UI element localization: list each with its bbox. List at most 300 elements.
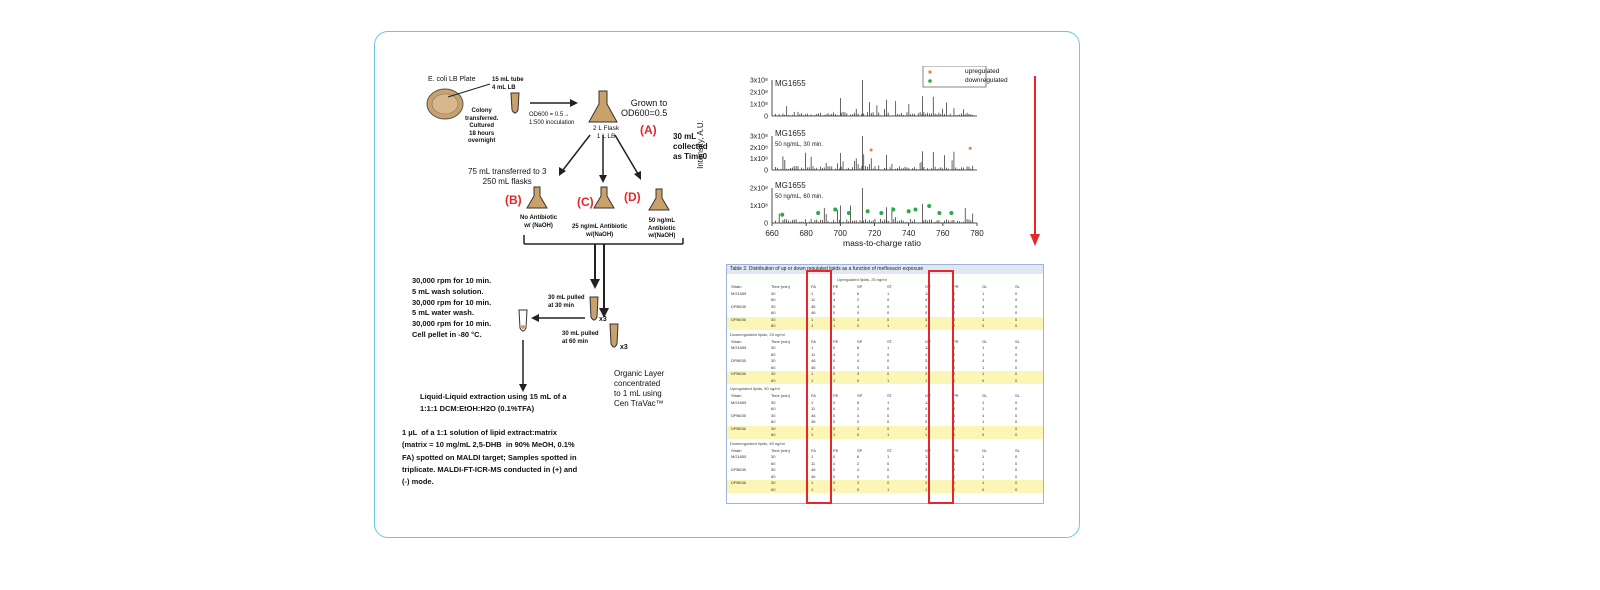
table-cell: 0 <box>833 364 836 370</box>
table-section-header: Downregulated lipids, 25 ng/ml <box>730 331 785 337</box>
table-cell: 1 <box>833 323 836 328</box>
table-cell: 3 <box>925 412 928 418</box>
table-cell: 1 <box>982 345 985 350</box>
table-cell: 0 <box>1015 310 1018 315</box>
tube-label: 15 mL tube 4 mL LB <box>492 77 524 91</box>
tube-60min-icon <box>610 324 618 347</box>
table-cell: 60 <box>771 310 776 315</box>
table-cell: 2 <box>857 460 860 466</box>
table-cell: 0 <box>953 316 956 322</box>
table-cell: 0 <box>953 377 956 383</box>
table-cell: 1 <box>811 290 814 296</box>
table-cell: DPB635 <box>731 467 746 472</box>
table-cell: 46 <box>811 310 816 315</box>
table-cell: 0 <box>982 323 985 328</box>
table-cell: 0 <box>1015 316 1018 322</box>
grown-text: Grown to OD600=0.5 <box>621 98 668 118</box>
table-cell: 0 <box>1015 425 1018 431</box>
table-cell: 0 <box>953 358 956 363</box>
table-cell: 1 <box>887 486 890 492</box>
downregulated-marker <box>949 211 953 215</box>
downregulated-marker <box>907 209 911 213</box>
table-cell: 0 <box>887 303 890 309</box>
flask-d-icon <box>649 189 669 210</box>
x3-label-a: x3 <box>599 316 607 323</box>
table-cell: 0 <box>1015 290 1018 296</box>
table-cell: 0 <box>887 358 890 363</box>
table-cell: 0 <box>857 323 860 328</box>
table-cell: 2 <box>857 351 860 357</box>
table-cell: 0 <box>1015 345 1018 350</box>
column-header: GL <box>982 284 988 289</box>
table-cell: 0 <box>1015 454 1018 459</box>
column-header: SP <box>857 284 863 289</box>
table-cell: 4 <box>982 412 985 418</box>
table-cell: 46 <box>811 419 816 424</box>
table-cell: 60 <box>771 460 776 466</box>
table-cell: 1 <box>982 425 985 431</box>
table-cell: 3 <box>925 303 928 309</box>
column-header: PE <box>833 284 839 289</box>
downregulated-marker <box>833 208 837 212</box>
table-cell: DPB636 <box>731 425 746 431</box>
table-cell: 0 <box>953 460 956 466</box>
table-cell: 1 <box>833 432 836 437</box>
table-cell: 1 <box>811 323 814 328</box>
panel-name: MG1655 <box>775 181 806 190</box>
column-header: PR <box>953 284 959 289</box>
pull-60-text: 30 mL pulled at 60 min <box>562 331 599 345</box>
table-cell: 0 <box>953 364 956 370</box>
table-cell: 1 <box>811 371 814 376</box>
table-cell: 1 <box>887 323 890 328</box>
table-cell: 0 <box>833 454 836 459</box>
x-tick-label: 780 <box>970 229 984 238</box>
table-cell: 3 <box>857 425 860 431</box>
table-cell: 0 <box>887 473 890 479</box>
table-cell: 1 <box>887 454 890 459</box>
time-arrow <box>1028 76 1042 248</box>
table-cell: 1 <box>982 399 985 405</box>
column-header: PR <box>953 447 959 453</box>
table-cell: 1 <box>982 473 985 479</box>
table-cell: 0 <box>953 290 956 296</box>
downregulated-marker <box>927 204 931 208</box>
table-cell: 11 <box>811 297 816 302</box>
table-cell: 6 <box>857 290 860 296</box>
table-cell: 0 <box>1015 473 1018 479</box>
panel-subtitle: 50 ng/mL, 30 min. <box>775 142 824 148</box>
table-cell: 60 <box>771 406 776 411</box>
table-cell: 60 <box>771 351 776 357</box>
downregulated-marker <box>847 211 851 215</box>
table-cell: 3 <box>925 425 928 431</box>
table-cell: 4 <box>833 297 836 302</box>
table-cell: 0 <box>1015 399 1018 405</box>
table-cell: 0 <box>887 412 890 418</box>
table-cell: 1 <box>982 290 985 296</box>
table-cell: DPB636 <box>731 480 746 485</box>
y-tick-label: 3x10⁸ <box>749 77 768 85</box>
table-cell: 1 <box>925 377 928 383</box>
table-cell: 0 <box>1015 371 1018 376</box>
extraction-text: Liquid-Liquid extraction using 15 mL of a 1:1:1 DCM:EtOH:H2O (0.1%TFA) <box>420 392 567 413</box>
column-header: GP <box>925 447 931 453</box>
table-cell: 0 <box>953 310 956 315</box>
table-cell: 0 <box>1015 406 1018 411</box>
table-cell: 0 <box>953 412 956 418</box>
column-header: SL <box>1015 447 1020 453</box>
table-cell: 0 <box>1015 460 1018 466</box>
table-cell: 11 <box>811 351 816 357</box>
table-cell: DPB635 <box>731 412 746 418</box>
table-cell: 0 <box>1015 364 1018 370</box>
table-cell: 1 <box>811 432 814 437</box>
table-cell: 0 <box>1015 358 1018 363</box>
table-cell: 0 <box>857 377 860 383</box>
table-cell: 46 <box>811 467 816 472</box>
table-cell: 11 <box>811 406 816 411</box>
table-cell: 0 <box>833 345 836 350</box>
table-cell: 60 <box>771 473 776 479</box>
table-cell: 0 <box>1015 303 1018 309</box>
table-cell: 1 <box>982 297 985 302</box>
table-cell: 4 <box>925 297 928 302</box>
table-cell: 0 <box>1015 377 1018 383</box>
table-cell: 0 <box>1015 480 1018 485</box>
x-tick-label: 660 <box>765 229 779 238</box>
table-cell: 1 <box>833 486 836 492</box>
table-cell: 0 <box>953 454 956 459</box>
table-cell: 4 <box>857 467 860 472</box>
table-cell: 0 <box>833 419 836 424</box>
table-cell: 0 <box>833 480 836 485</box>
table-cell: 0 <box>982 432 985 437</box>
table-cell: 0 <box>833 467 836 472</box>
table-cell: 30 <box>771 412 776 418</box>
table-row <box>727 432 1043 439</box>
no-antibiotic-text: No Antibiotic w/ (NaOH) <box>520 215 558 229</box>
plate-label: E. coli LB Plate <box>428 76 476 83</box>
panel-name: MG1655 <box>775 129 806 138</box>
downregulated-marker <box>780 213 784 217</box>
table-cell: 0 <box>953 486 956 492</box>
table-cell: 0 <box>887 351 890 357</box>
table-cell: 4 <box>925 406 928 411</box>
label-d: (D) <box>624 190 641 204</box>
table-cell: 0 <box>953 303 956 309</box>
table-cell: 4 <box>833 351 836 357</box>
column-header: PE <box>833 447 839 453</box>
table-cell: 4 <box>982 358 985 363</box>
table-cell: 1 <box>982 310 985 315</box>
table-cell: 0 <box>953 371 956 376</box>
table-cell: 0 <box>857 432 860 437</box>
table-cell: 0 <box>833 310 836 315</box>
table-cell: 0 <box>887 297 890 302</box>
column-header: Strain <box>731 447 742 453</box>
table-cell: 3 <box>925 480 928 485</box>
table-cell: 0 <box>953 419 956 424</box>
table-cell: 4 <box>982 467 985 472</box>
table-cell: 1 <box>887 345 890 350</box>
table-cell: 0 <box>887 310 890 315</box>
column-header: GP <box>925 393 931 398</box>
table-cell: 1 <box>811 316 814 322</box>
column-header: SP <box>857 447 863 453</box>
y-tick-label: 1x10⁸ <box>749 156 768 164</box>
table-cell: 0 <box>1015 419 1018 424</box>
table-cell: 1 <box>887 399 890 405</box>
flask-c-icon <box>594 187 614 208</box>
table-cell: 0 <box>953 425 956 431</box>
upregulated-marker <box>870 149 873 152</box>
table-cell: 1 <box>982 351 985 357</box>
table-cell: 0 <box>833 371 836 376</box>
fa-column-highlight <box>806 270 832 504</box>
downregulated-marker <box>891 208 895 212</box>
table-cell: 1 <box>982 406 985 411</box>
table-cell: 0 <box>887 467 890 472</box>
downregulated-marker <box>937 211 941 215</box>
table-cell: 0 <box>982 377 985 383</box>
table-cell: DPB635 <box>731 358 746 363</box>
gp-column-highlight <box>928 270 954 504</box>
table-cell: 12 <box>925 399 930 405</box>
table-cell: 0 <box>833 316 836 322</box>
table-cell: 30 <box>771 303 776 309</box>
table-cell: 30 <box>771 467 776 472</box>
table-cell: 12 <box>925 290 930 296</box>
table-cell: 0 <box>1015 297 1018 302</box>
panel-name: MG1655 <box>775 79 806 88</box>
table-cell: 1 <box>811 486 814 492</box>
table-cell: 0 <box>833 412 836 418</box>
column-header: PR <box>953 338 959 344</box>
flask-b-icon <box>527 187 547 208</box>
y-tick-label: 0 <box>764 167 768 175</box>
table-cell: 4 <box>925 460 928 466</box>
table-cell: 3 <box>857 371 860 376</box>
table-cell: 4 <box>833 460 836 466</box>
y-tick-label: 0 <box>764 220 768 228</box>
table-cell: 1 <box>982 364 985 370</box>
table-cell: 0 <box>1015 467 1018 472</box>
table-cell: 0 <box>953 432 956 437</box>
table-cell: 1 <box>982 419 985 424</box>
y-tick-label: 2x10⁸ <box>749 144 768 152</box>
table-cell: 0 <box>857 364 860 370</box>
table-cell: 30 <box>771 371 776 376</box>
table-cell: 12 <box>925 345 930 350</box>
x-tick-label: 720 <box>867 229 882 238</box>
table-cell: 0 <box>857 419 860 424</box>
table-cell: 0 <box>857 473 860 479</box>
y-tick-label: 0 <box>764 113 768 121</box>
table-cell: 0 <box>887 316 890 322</box>
table-cell: 1 <box>982 316 985 322</box>
table-cell: 30 <box>771 425 776 431</box>
table-cell: 1 <box>925 486 928 492</box>
column-header: SL <box>1015 284 1020 289</box>
spectra-xlabel: mass-to-charge ratio <box>843 238 921 248</box>
column-header: SL <box>1015 338 1020 344</box>
column-header: PR <box>953 393 959 398</box>
x-tick-label: 740 <box>901 229 916 238</box>
table-cell: 0 <box>953 297 956 302</box>
colony-text: Colony transferred. Cultured 18 hours overnight <box>465 108 499 144</box>
column-header: Strain <box>731 393 742 398</box>
table-cell: DPB636 <box>731 371 746 376</box>
table-cell: 0 <box>1015 323 1018 328</box>
pull-30-text: 30 mL pulled at 30 min <box>548 295 585 309</box>
table-cell: 0 <box>1015 432 1018 437</box>
table-cell: 0 <box>925 473 928 479</box>
tube-30min-icon <box>590 297 598 320</box>
mass-spectra <box>720 66 1040 262</box>
table-cell: 0 <box>833 399 836 405</box>
column-header: GL <box>982 447 988 453</box>
table-cell: 3 <box>857 480 860 485</box>
table-cell: 0 <box>887 406 890 411</box>
table-row <box>727 323 1043 330</box>
antibiotic-25-text: 25 ng/mL Antibiotic w/(NaOH) <box>572 224 628 238</box>
table-cell: 3 <box>925 316 928 322</box>
table-cell: 60 <box>771 364 776 370</box>
column-header: GL <box>982 338 988 344</box>
antibiotic-50-text: 50 ng/mL Antibiotic w/(NaOH) <box>648 218 676 239</box>
table-cell: 0 <box>953 351 956 357</box>
column-header: ST <box>887 393 893 398</box>
table-cell: 0 <box>1015 351 1018 357</box>
column-header: Time (min) <box>771 338 790 344</box>
upregulated-marker <box>969 147 972 150</box>
table-cell: 4 <box>857 303 860 309</box>
downregulated-marker <box>816 211 820 215</box>
y-tick-label: 2x10⁸ <box>749 89 768 97</box>
column-header: Time (min) <box>771 284 790 289</box>
column-header: GP <box>925 284 931 289</box>
table-row <box>727 378 1043 385</box>
table-cell: 46 <box>811 364 816 370</box>
table-cell: 60 <box>771 432 776 437</box>
table-cell: 60 <box>771 297 776 302</box>
table-cell: 0 <box>887 364 890 370</box>
table-cell: 0 <box>953 399 956 405</box>
table-cell: 3 <box>925 358 928 363</box>
table-cell: MG1655 <box>731 345 747 350</box>
table-cell: 3 <box>857 316 860 322</box>
table-cell: 2 <box>857 297 860 302</box>
organic-layer-text: Organic Layer concentrated to 1 mL using Cen TraVac™ <box>614 369 665 408</box>
table-cell: 0 <box>1015 486 1018 492</box>
maldi-text: 1 µL of a 1:1 solution of lipid extract:matrix (matrix = 10 mg/mL 2,5-DHB in 90% MeOH, 0.1% FA) spotted on MALDI target; Samples spotted in triplicate. MALDI-FT-ICR-MS conducted in (+) and (-) mode. <box>402 428 578 487</box>
table-cell: MG1655 <box>731 290 747 296</box>
table-cell: 0 <box>833 425 836 431</box>
table-cell: 1 <box>887 432 890 437</box>
x-tick-label: 760 <box>936 229 950 238</box>
table-cell: 2 <box>857 406 860 411</box>
table-cell: 1 <box>982 460 985 466</box>
legend-up-marker <box>928 70 931 73</box>
y-tick-label: 1x10⁸ <box>749 203 768 210</box>
table-cell: 0 <box>953 467 956 472</box>
table-section-header: Upregulated lipids, 25 ng/ml <box>837 277 887 282</box>
table-cell: 4 <box>833 406 836 411</box>
table-section-header: Upregulated lipids, 50 ng/ml <box>730 386 780 391</box>
table-cell: 46 <box>811 412 816 418</box>
table-cell: 0 <box>925 310 928 315</box>
table-cell: 1 <box>982 371 985 376</box>
label-b: (B) <box>505 193 522 207</box>
table-cell: 0 <box>1015 412 1018 418</box>
column-header: FA <box>811 447 816 453</box>
table-cell: 60 <box>771 323 776 328</box>
y-tick-label: 2x10⁸ <box>749 185 768 193</box>
table-cell: 0 <box>953 473 956 479</box>
table-cell: 3 <box>925 371 928 376</box>
table-title: Table 2. Distribution of up or down regulated lipids as a function of mefloxacin exposure <box>727 265 1044 274</box>
table-cell: 0 <box>857 310 860 315</box>
table-cell: 0 <box>925 364 928 370</box>
table-cell: 0 <box>857 486 860 492</box>
wash-steps-text: 30,000 rpm for 10 min. 5 mL wash solution. 30,000 rpm for 10 min. 5 mL water wash. 30,000 rpm for 10 min. Cell pellet in -80 °C. <box>412 276 492 339</box>
table-cell: 0 <box>953 345 956 350</box>
table-cell: 1 <box>811 399 814 405</box>
table-cell: 0 <box>833 290 836 296</box>
column-header: ST <box>887 338 893 344</box>
transfer-text: 75 mL transferred to 3 250 mL flasks <box>468 167 547 186</box>
table-cell: 30 <box>771 290 776 296</box>
column-header: Strain <box>731 284 742 289</box>
table-cell: 0 <box>887 425 890 431</box>
table-cell: 4 <box>925 351 928 357</box>
table-cell: 30 <box>771 316 776 322</box>
column-header: SP <box>857 393 863 398</box>
flask-icon <box>589 91 617 122</box>
table-cell: 6 <box>857 454 860 459</box>
downregulated-marker <box>914 208 918 212</box>
y-tick-label: 3x10⁸ <box>749 133 768 141</box>
column-header: Time (min) <box>771 393 790 398</box>
table-cell: 6 <box>857 345 860 350</box>
table-cell: 30 <box>771 454 776 459</box>
x-tick-label: 680 <box>799 229 813 238</box>
table-cell: 0 <box>953 406 956 411</box>
x-tick-label: 700 <box>833 229 848 238</box>
table-cell: 30 <box>771 345 776 350</box>
column-header: PE <box>833 338 839 344</box>
table-cell: 30 <box>771 358 776 363</box>
collected-text: 30 mL collected as Time0 <box>673 132 708 161</box>
table-cell: 1 <box>925 432 928 437</box>
column-header: ST <box>887 284 893 289</box>
column-header: Time (min) <box>771 447 790 453</box>
table-cell: 0 <box>887 371 890 376</box>
column-header: FA <box>811 393 816 398</box>
column-header: SL <box>1015 393 1020 398</box>
column-header: GL <box>982 393 988 398</box>
table-cell: 1 <box>887 377 890 383</box>
table-cell: 0 <box>953 323 956 328</box>
table-cell: 4 <box>857 358 860 363</box>
table-cell: 0 <box>887 460 890 466</box>
table-cell: 0 <box>982 486 985 492</box>
table-cell: 1 <box>833 377 836 383</box>
table-cell: 0 <box>833 473 836 479</box>
table-cell: 60 <box>771 486 776 492</box>
table-cell: 1 <box>811 425 814 431</box>
